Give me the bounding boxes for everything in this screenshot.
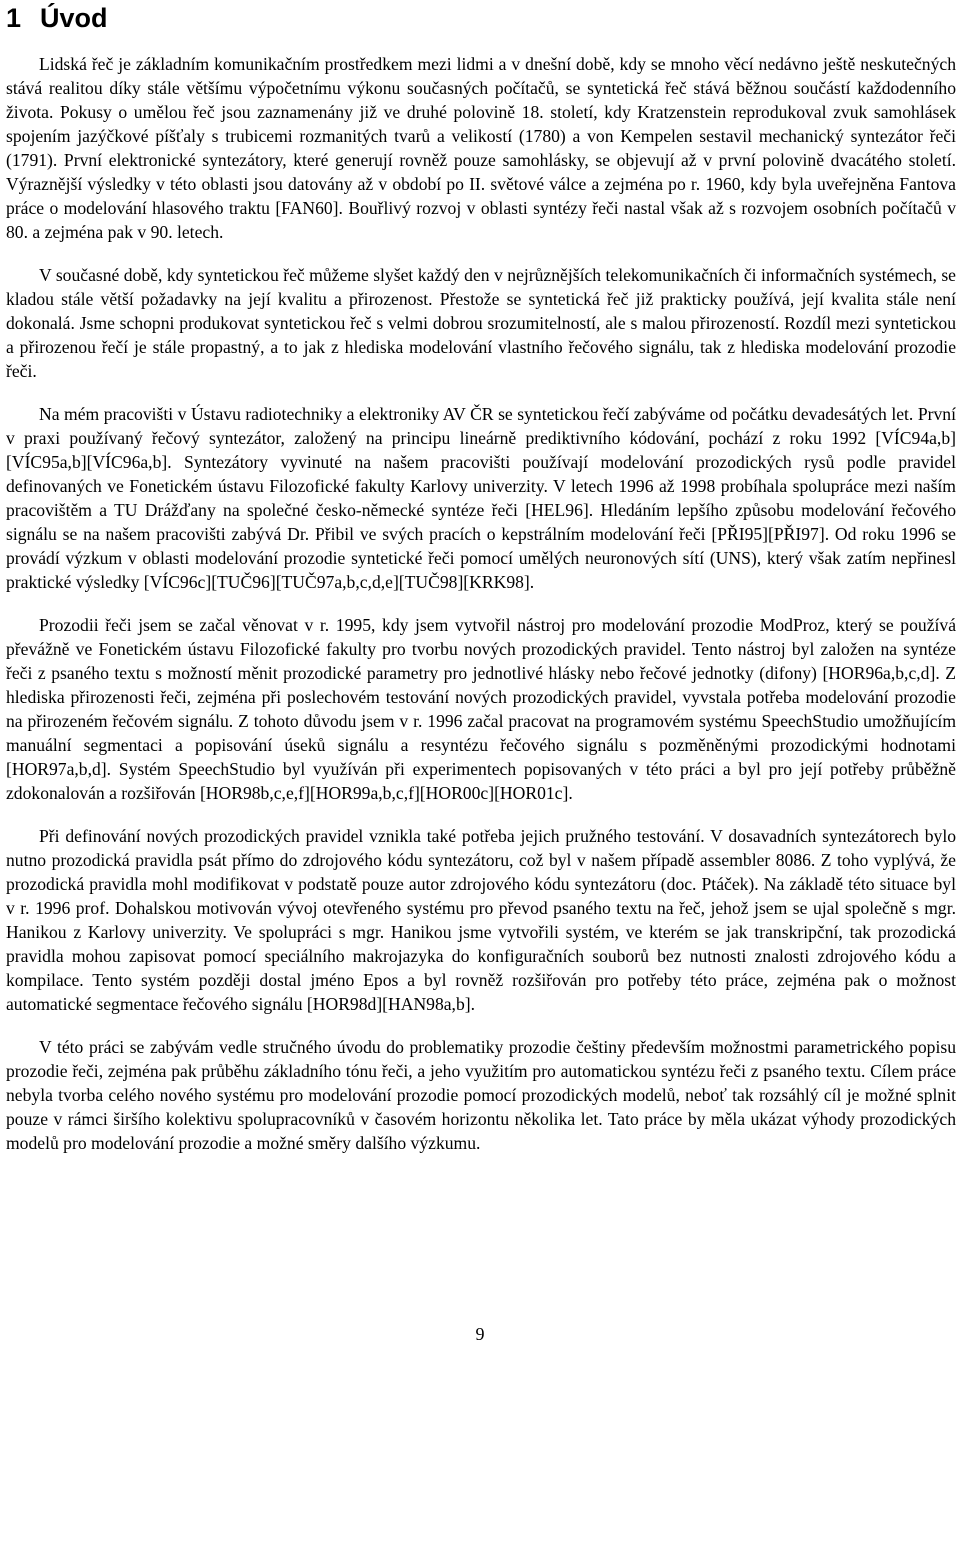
chapter-title: Úvod (40, 3, 108, 33)
chapter-number: 1 (6, 3, 22, 33)
paragraph: Při definování nových prozodických pravidel vznikla také potřeba jejich pružného testování. V dosavadních syntezátorech bylo nutno prozodická pravidla psát přímo do zdrojového kódu syntezátoru, což byl v našem případě assembler 8086. Z toho vyplývá, že prozodická pravidla mohl modifikovat v podstatě pouze autor zdrojového kódu syntezátoru (doc. Ptáček). Na základě této situace byl v r. 1996 prof. Dohalskou motivován vývoj otevřeného systému pro převod psaného textu na řeč, jehož jsem se ujal společně s mgr. Hanikou z Karlovy univerzity. Ve spolupráci s mgr. Hanikou jsme vytvořili systém, ve kterém se jak transkripční, tak prozodická pravidla mohou zapisovat pomocí speciálního makrojazyka do konfiguračních souborů bez nutnosti znalosti zdrojového kódu a kompilace. Tento systém později dostal jméno Epos a byl rovněž rozšiřován pro potřeby této práce, zejména pak o možnost automatické segmentace řečového signálu [HOR98d][HAN98a,b]. (6, 826, 956, 1014)
paragraph: Prozodii řeči jsem se začal věnovat v r. 1995, kdy jsem vytvořil nástroj pro modelování prozodie ModProz, který se používá převážně ve Fonetickém ústavu Filozofické fakulty pro tvorbu nových prozodických pravidel. Tento nástroj byl založen na syntéze řeči z psaného textu s možností měnit prozodické parametry pro jednotlivé hlásky nebo řečové jednotky (difony) [HOR96a,b,c,d]. Z hlediska přirozenosti řeči, zejména při poslechovém testování nových prozodických pravidel, vyvstala potřeba modelování prozodie na přirozeném řečovém signálu. Z tohoto důvodu jsem v r. 1996 začal pracovat na programovém systému SpeechStudio umožňujícím manuální segmentaci a popisování úseků signálu a resyntézu řečového signálu s pozměněnými prozodickými hodnotami [HOR97a,b,d]. Systém SpeechStudio byl využíván při experimentech popisovaných v této práci a byl pro její potřeby průběžně zdokonalován a rozšiřován [HOR98b,c,e,f][HOR99a,b,c,f][HOR00c][HOR01c]. (6, 615, 956, 803)
chapter-body (6, 52, 956, 1155)
document-page (6, 0, 956, 1174)
page-number: 9 (475, 1324, 485, 1344)
chapter-heading (6, 0, 956, 52)
paragraph: Lidská řeč je základním komunikačním prostředkem mezi lidmi a v dnešní době, kdy se mnoho věcí nedávno ještě neskutečných stává realitou díky stále většímu výpočetnímu výkonu současných počítačů, se syntetická řeč stává běžnou součástí každodenního života. Pokusy o umělou řeč jsou zaznamenány již ve druhé polovině 18. století, kdy Kratzenstein reprodukoval zvuk samohlásek spojením jazýčkové píšťaly s trubicemi rozmanitých tvarů a velikostí (1780) a von Kempelen sestavil mechanický syntezátor řeči (1791). První elektronické syntezátory, které generují rovněž pouze samohlásky, se objevují až v první polovině dvacátého století. Výraznější výsledky v této oblasti jsou datovány až v období po II. světové válce a zejména po r. 1960, kdy byla uveřejněna Fantova práce o modelování hlasového traktu [FAN60]. Bouřlivý rozvoj v oblasti syntézy řeči nastal však až s rozvojem osobních počítačů v 80. a zejména pak v 90. letech. (6, 54, 956, 242)
paragraph: V této práci se zabývám vedle stručného úvodu do problematiky prozodie češtiny především možnostmi parametrického popisu prozodie řeči, zejména pak průběhu základního tónu řeči, a jeho využitím pro automatickou syntézu řeči z psaného textu. Cílem práce nebyla tvorba celého nového systému pro modelování prozodie pomocí prozodických modelů, neboť tak rozsáhlý cíl je možné splnit pouze v rámci širšího kolektivu spolupracovníků v časovém horizontu několika let. Tato práce by měla ukázat výhody prozodických modelů pro modelování prozodie a možné směry dalšího výzkumu. (6, 1037, 956, 1153)
paragraph: Na mém pracovišti v Ústavu radiotechniky a elektroniky AV ČR se syntetickou řečí zabýváme od počátku devadesátých let. První v praxi používaný řečový syntezátor, založený na principu lineárně prediktivního kódování, pochází z roku 1992 [VÍC94a,b][VÍC95a,b][VÍC96a,b]. Syntezátory vyvinuté na našem pracovišti používají modelování prozodických rysů podle pravidel definovaných ve Fonetickém ústavu Filozofické fakulty Karlovy univerzity. V letech 1996 až 1998 probíhala spolupráce mezi naším pracovištěm a TU Drážďany na společné česko-německé syntéze řeči [HEL96]. Hledáním lepšího způsobu modelování řečového signálu se na našem pracovišti zabývá Dr. Přibil ve svých pracích o kepstrálním modelování řeči [PŘI95][PŘI97]. Od roku 1996 se provádí výzkum v oblasti modelování prozodie syntetické řeči pomocí umělých neuronových sítí (UNS), který však zatím nepřinesl praktické výsledky [VÍC96c][TUČ96][TUČ97a,b,c,d,e][TUČ98][KRK98]. (6, 404, 956, 592)
paragraph: V současné době, kdy syntetickou řeč můžeme slyšet každý den v nejrůznějších telekomunikačních či informačních systémech, se kladou stále větší požadavky na její kvalitu a přirozenost. Přestože se syntetická řeč již prakticky používá, její kvalita stále není dokonalá. Jsme schopni produkovat syntetickou řeč s velmi dobrou srozumitelností, ale s malou přirozeností. Rozdíl mezi syntetickou a přirozenou řečí je stále propastný, a to jak z hlediska modelování vlastního řečového signálu, tak z hlediska modelování prozodie řeči. (6, 265, 956, 381)
